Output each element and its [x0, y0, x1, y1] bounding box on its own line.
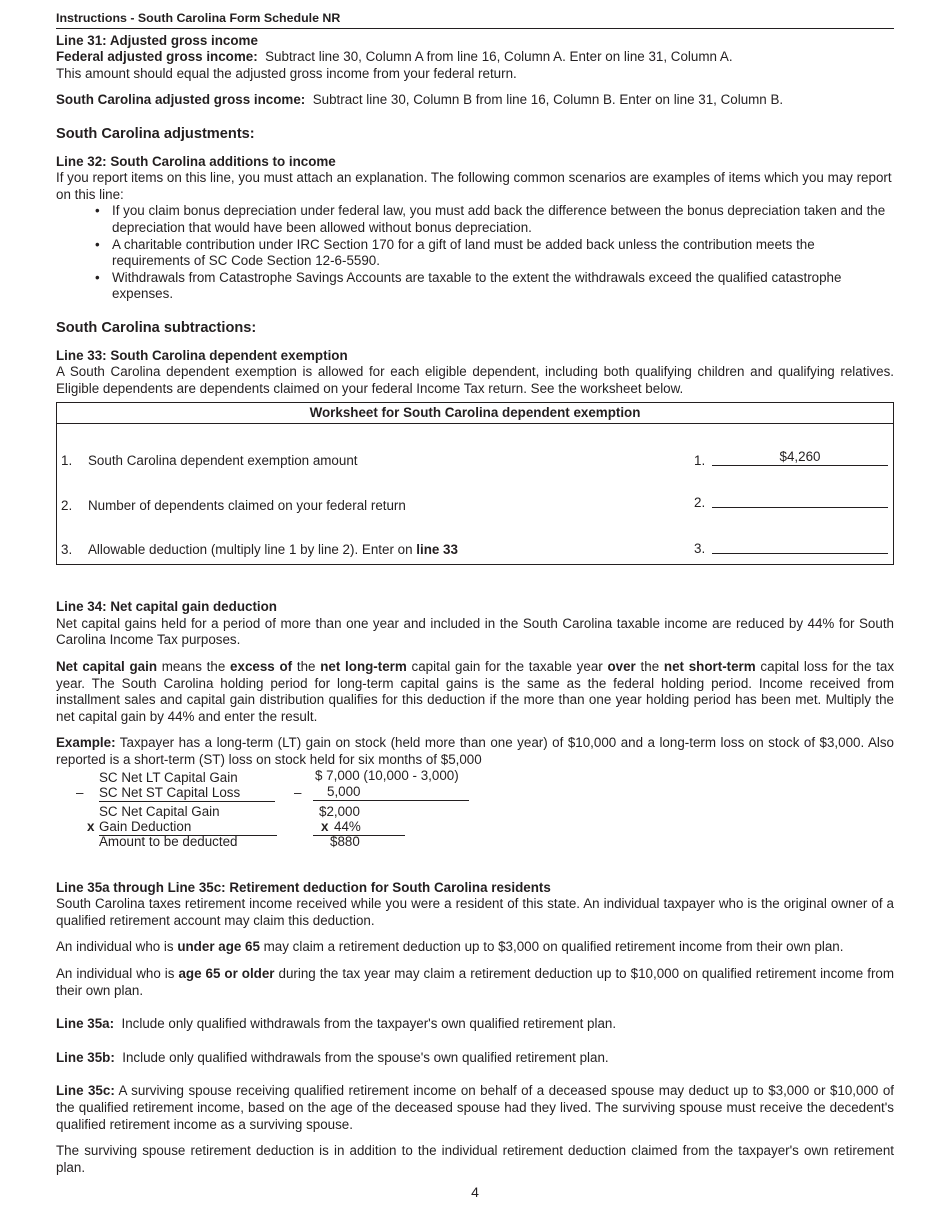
worksheet-answer-2[interactable] — [712, 491, 888, 508]
line35-p3: An individual who is age 65 or older during the tax year may claim a retirement deduction up to $10,000 on qualified retirement income from their own plan. — [56, 966, 895, 998]
subtractions-heading: South Carolina subtractions: — [56, 319, 257, 336]
page-header: Instructions - South Carolina Form Schedule NR — [56, 10, 894, 29]
line31-heading: Line 31: Adjusted gross income — [56, 32, 258, 48]
federal-agi-label: Federal adjusted gross income: — [56, 49, 258, 65]
line34-heading: Line 34: Net capital gain deduction — [56, 599, 277, 615]
line35-p1: South Carolina taxes retirement income received while you were a resident of this state. An individual taxpayer who is the original owner of a qualified retirement account may claim this deduction. — [56, 896, 894, 928]
list-item: • Withdrawals from Catastrophe Savings Accounts are taxable to the extent the withdrawals exceed the qualified catastrophe expenses. — [112, 270, 894, 303]
capital-gain-example-calc: SC Net LT Capital Gain $ 7,000 (10,000 - 3,000) – SC Net ST Capital Loss – 5,000 SC Net Capital Gain $2,000 x Gain Deduction x 44% Amount to be deducted $880 — [56, 770, 894, 848]
adjustments-heading: South Carolina adjustments: — [56, 125, 255, 142]
worksheet-answer-3[interactable] — [712, 537, 888, 554]
line31-sc: South Carolina adjusted gross income: Subtract line 30, Column B from line 16, Column B. Enter on line 31, Column B. — [56, 92, 784, 108]
line32-heading: Line 32: South Carolina additions to income — [56, 153, 336, 169]
line32-intro: If you report items on this line, you must attach an explanation. The following common scenarios are examples of items which you may report on this line: — [56, 170, 892, 202]
sc-agi-label: South Carolina adjusted gross income: — [56, 92, 306, 108]
page-number: 4 — [471, 1184, 479, 1200]
line31-federal: Federal adjusted gross income: Subtract line 30, Column A from line 16, Column A. Enter on line 31, Column A. — [56, 49, 733, 65]
line35b: Line 35b: Include only qualified withdrawals from the spouse's own qualified retirement plan. — [56, 1049, 609, 1065]
line34-p1: Net capital gains held for a period of more than one year and included in the South Carolina taxable income are reduced by 44% for South Carolina Income Tax purposes. — [56, 615, 894, 648]
worksheet-title: Worksheet for South Carolina dependent exemption — [57, 403, 893, 424]
worksheet-row-3: 3. Allowable deduction (multiply line 1 by line 2). Enter on line 33 3. — [57, 542, 893, 560]
list-item: • If you claim bonus depreciation under federal law, you must add back the difference between the bonus depreciation taken and the depreciation that would have been allowed without bonus depreciation. — [112, 203, 894, 236]
dependent-exemption-worksheet — [56, 402, 894, 565]
line35a: Line 35a: Include only qualified withdrawals from the taxpayer's own qualified retirement plan. — [56, 1016, 617, 1032]
line35-heading: Line 35a through Line 35c: Retirement deduction for South Carolina residents — [56, 879, 551, 895]
line33-text: A South Carolina dependent exemption is allowed for each eligible dependent, including both qualifying children and qualifying relatives. Eligible dependents are dependents claimed on your federal Income Tax return. See the worksheet below. — [56, 364, 894, 396]
line31-federal-note: This amount should equal the adjusted gross income from your federal return. — [56, 65, 517, 81]
line35-last: The surviving spouse retirement deduction is in addition to the individual retirement deduction claimed from the taxpayer's own retirement plan. — [56, 1143, 894, 1175]
line35-p2: An individual who is under age 65 may claim a retirement deduction up to $3,000 on qualified retirement income from their own plan. — [56, 939, 844, 955]
worksheet-row-1: 1. South Carolina dependent exemption amount 1. $4,260 — [57, 453, 893, 471]
line34-example: Example: Taxpayer has a long-term (LT) gain on stock (held more than one year) of $10,000 and a long-term loss on stock of $3,000. Also reported is a short-term (ST) loss on stock held for six months of $5,000 — [56, 735, 894, 768]
worksheet-row-2: 2. Number of dependents claimed on your federal return 2. — [57, 498, 893, 516]
list-item: • A charitable contribution under IRC Section 170 for a gift of land must be added back unless the contribution meets the requirements of SC Code Section 12-6-5590. — [112, 237, 894, 270]
line34-p2: Net capital gain means the excess of the net long-term capital gain for the taxable year over the net short-term capital loss for the tax year. The South Carolina holding period for long-term capital gains is the same as the federal holding period. Income received from installment sales and capital gain distribution qualifies for this deduction if the more than one year holding period has been met. Multiply the net capital gain by 44% and enter the result. — [56, 659, 895, 724]
document-page — [56, 10, 894, 1176]
line33-heading: Line 33: South Carolina dependent exemption — [56, 347, 348, 363]
line32-bullet-list — [56, 203, 894, 303]
line35c: Line 35c: A surviving spouse receiving qualified retirement income on behalf of a deceased spouse may deduct up to $3,000 or $10,000 of the qualified retirement income, based on the age of the deceased spouse had they lived. The surviving spouse must receive the decedent's qualified retirement income as a surviving spouse. — [56, 1083, 894, 1132]
worksheet-answer-1[interactable]: $4,260 — [712, 449, 888, 466]
